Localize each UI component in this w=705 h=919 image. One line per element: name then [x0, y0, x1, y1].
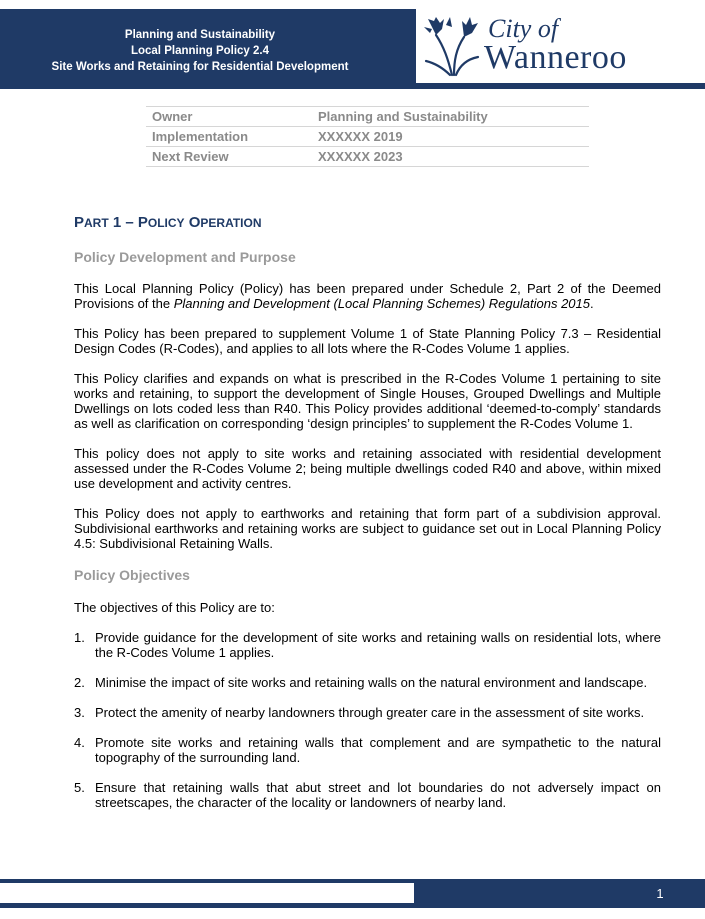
- section-heading-development: Policy Development and Purpose: [74, 249, 296, 265]
- list-item: [74, 630, 661, 660]
- paragraph-2: This Policy has been prepared to supplement Volume 1 of State Planning Policy 7.3 – Residential Design Codes (R-Codes), and applies to all lots where the R-Codes Volume 1 applies.: [74, 326, 661, 356]
- list-number: 1.: [74, 630, 85, 645]
- city-logo: [416, 9, 705, 83]
- flower-logo-icon: [422, 15, 482, 77]
- paragraph-text: This Local Planning Policy (Policy) has been prepared under Schedule 2, Part 2 of the Deemed Provisions of the: [74, 281, 661, 311]
- list-text: Promote site works and retaining walls that complement and are sympathetic to the natural topography of the surrounding land.: [95, 735, 661, 765]
- list-number: 3.: [74, 705, 85, 720]
- part-heading: [74, 214, 262, 231]
- list-item: [74, 675, 661, 690]
- meta-row-next-review: [146, 147, 589, 167]
- paragraph-4: This policy does not apply to site works and retaining associated with residential development assessed under the R-Codes Volume 2; being multiple dwellings coded R40 and above, within mixed use development and activity centres.: [74, 446, 661, 491]
- meta-row-owner: [146, 107, 589, 127]
- logo-text-wanneroo: Wanneroo: [484, 39, 627, 76]
- regulations-title: Planning and Development (Local Planning Schemes) Regulations 2015: [173, 296, 590, 311]
- meta-key: Implementation: [146, 127, 312, 147]
- list-text: Protect the amenity of nearby landowners through greater care in the assessment of site works.: [95, 705, 645, 720]
- header-title-block: [0, 27, 400, 75]
- paragraph-5: This Policy does not apply to earthworks and retaining that form part of a subdivision approval. Subdivisional earthworks and retaining works are subject to guidance set out in Local Planning Policy 4.5: Subdivisional Retaining Walls.: [74, 506, 661, 551]
- header-department: Planning and Sustainability: [124, 29, 276, 41]
- list-number: 5.: [74, 780, 85, 795]
- part-heading-text: 1 – P: [108, 214, 148, 231]
- meta-value: Planning and Sustainability: [312, 107, 589, 127]
- meta-value: XXXXXX 2023: [312, 147, 589, 167]
- list-number: 2.: [74, 675, 85, 690]
- logo-text-city-of: City of: [488, 14, 559, 43]
- list-item: [74, 780, 661, 810]
- part-heading-text: O: [184, 214, 201, 231]
- meta-key: Owner: [146, 107, 312, 127]
- paragraph-3: This Policy clarifies and expands on what is prescribed in the R-Codes Volume 1 pertaining to site works and retaining, to support the development of Single Houses, Grouped Dwellings and Multiple Dwellings on lots coded less than R40. This Policy provides additional ‘deemed-to-comply’ standards as well as clarification on corresponding ‘design principles’ to supplement the R-Codes Volume 1.: [74, 371, 661, 431]
- objectives-intro: The objectives of this Policy are to:: [74, 600, 275, 615]
- list-text: Ensure that retaining walls that abut street and lot boundaries do not adversely impact on streetscapes, the character of the locality or landowners of nearby land.: [95, 780, 661, 810]
- meta-value: XXXXXX 2019: [312, 127, 589, 147]
- page-number: 1: [656, 886, 664, 901]
- list-text: Provide guidance for the development of site works and retaining walls on residential lots, where the R-Codes Volume 1 applies.: [95, 630, 661, 660]
- part-heading-text: PERATION: [200, 216, 262, 230]
- list-item: [74, 735, 661, 765]
- footer-inset: [0, 883, 414, 903]
- section-heading-objectives: Policy Objectives: [74, 567, 190, 583]
- meta-row-implementation: [146, 127, 589, 147]
- paragraph-text: .: [590, 296, 594, 311]
- part-heading-text: OLICY: [147, 216, 185, 230]
- part-heading-text: P: [74, 214, 85, 231]
- paragraph-1: [74, 281, 661, 311]
- policy-meta-table: [146, 106, 589, 167]
- meta-key: Next Review: [146, 147, 312, 167]
- list-text: Minimise the impact of site works and retaining walls on the natural environment and landscape.: [95, 675, 648, 690]
- list-item: [74, 705, 661, 720]
- header-policy-number: Local Planning Policy 2.4: [130, 45, 270, 57]
- header-policy-title: Site Works and Retaining for Residential Development: [51, 61, 349, 73]
- part-heading-text: ART: [84, 216, 109, 230]
- list-number: 4.: [74, 735, 85, 750]
